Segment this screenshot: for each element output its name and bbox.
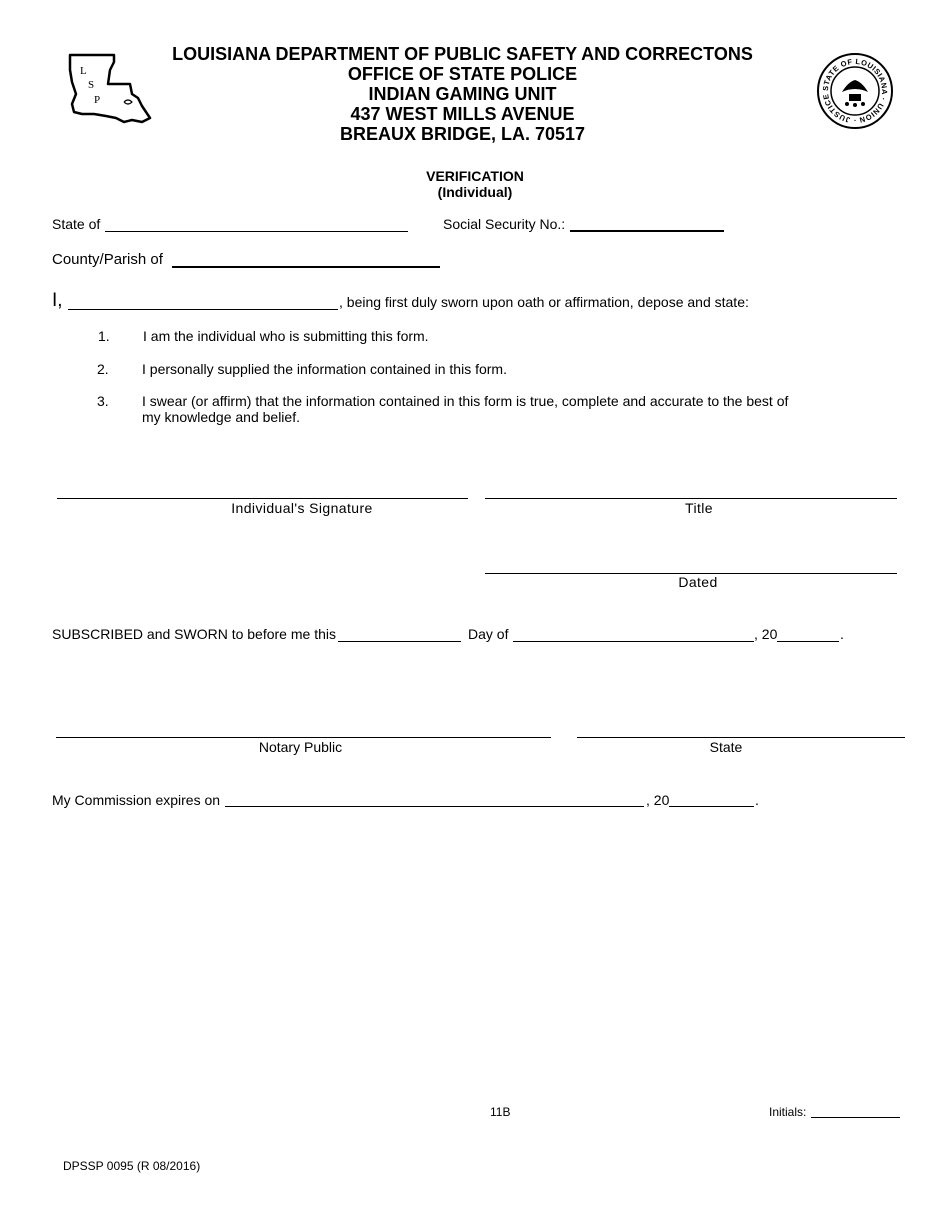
state-of-label: State of — [52, 216, 101, 232]
form-number: DPSSP 0095 (R 08/2016) — [63, 1159, 201, 1173]
subscribed-label: SUBSCRIBED and SWORN to before me this — [52, 626, 336, 642]
form-subtitle: (Individual) — [437, 184, 513, 200]
commission-label: My Commission expires on — [52, 792, 221, 808]
lsp-letter-p: P — [94, 94, 101, 106]
day-of-label: Day of — [468, 626, 509, 642]
state-of-field[interactable] — [105, 231, 408, 232]
statement-text-continued: my knowledge and belief. — [142, 409, 300, 425]
header-department: LOUISIANA DEPARTMENT OF PUBLIC SAFETY AND CORRECTONS — [172, 44, 753, 64]
statement-number: 1. — [98, 328, 110, 344]
ssn-field[interactable] — [570, 230, 724, 232]
county-field[interactable] — [172, 266, 440, 268]
header-office: OFFICE OF STATE POLICE — [347, 64, 578, 84]
notary-public-caption: Notary Public — [258, 739, 343, 755]
statement-text: I personally supplied the information contained in this form. — [142, 361, 507, 377]
form-title: VERIFICATION — [426, 168, 524, 184]
statement-number: 2. — [97, 361, 109, 377]
individual-signature-caption: Individual's Signature — [231, 500, 373, 516]
commission-date-field[interactable] — [225, 806, 644, 807]
header-unit: INDIAN GAMING UNIT — [368, 84, 557, 104]
header-city: BREAUX BRIDGE, LA. 70517 — [339, 124, 586, 144]
page-code: 11B — [490, 1105, 511, 1119]
title-caption: Title — [685, 500, 713, 516]
statement-text: I am the individual who is submitting this form. — [143, 328, 429, 344]
year-prefix: , 20 — [754, 626, 778, 642]
i-label: I, — [52, 290, 63, 311]
commission-year-field[interactable] — [669, 806, 754, 807]
state-line[interactable] — [577, 737, 905, 738]
header-address: 437 WEST MILLS AVENUE — [350, 104, 575, 124]
county-label: County/Parish of — [52, 251, 163, 268]
lsp-letter-l: L — [80, 65, 87, 77]
title-line[interactable] — [485, 498, 897, 499]
ssn-label: Social Security No.: — [443, 216, 566, 232]
month-field[interactable] — [513, 641, 754, 642]
state-seal — [816, 52, 894, 130]
dated-caption: Dated — [678, 574, 718, 590]
commission-year-prefix: , 20 — [646, 792, 670, 808]
period: . — [840, 626, 844, 642]
notary-line[interactable] — [56, 737, 551, 738]
state-caption: State — [709, 739, 743, 755]
commission-period: . — [755, 792, 759, 808]
signature-line[interactable] — [57, 498, 468, 499]
statement-number: 3. — [97, 393, 109, 409]
statement-text: I swear (or affirm) that the information contained in this form is true, complete and accurate to the best of — [142, 393, 789, 409]
seal-text: STATE OF LOUISIANA · UNION · JUSTICE — [820, 56, 890, 126]
initials-field[interactable] — [811, 1117, 900, 1118]
day-field[interactable] — [338, 641, 461, 642]
sworn-text: , being first duly sworn upon oath or affirmation, depose and state: — [339, 294, 749, 310]
year-field[interactable] — [777, 641, 839, 642]
lsp-letter-s: S — [88, 79, 95, 91]
name-field[interactable] — [68, 309, 338, 310]
initials-label: Initials: — [769, 1105, 807, 1119]
